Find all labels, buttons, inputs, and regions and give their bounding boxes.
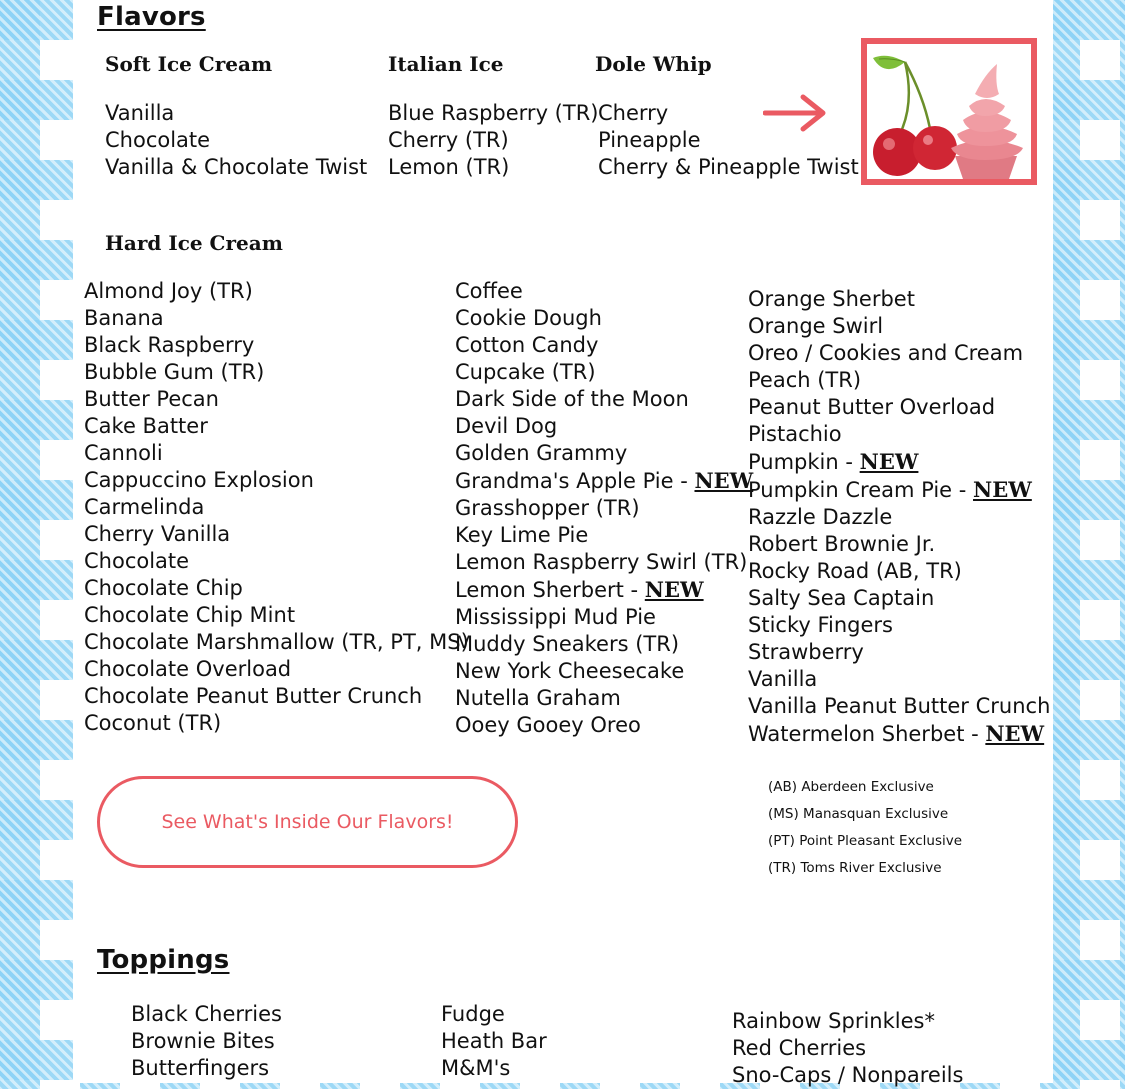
list-item: Banana [84, 306, 164, 330]
list-item: Devil Dog [455, 414, 558, 438]
list-item: Chocolate Marshmallow (TR, PT, MS) [84, 630, 469, 654]
toppings-column-2 [441, 1001, 547, 1082]
hard-ice-cream-heading: Hard Ice Cream [105, 231, 283, 255]
list-item: Mississippi Mud Pie [455, 605, 656, 629]
list-item: Key Lime Pie [455, 523, 589, 547]
new-badge: NEW [985, 721, 1045, 746]
list-item: Vanilla & Chocolate Twist [105, 155, 368, 179]
list-item: Cookie Dough [455, 306, 602, 330]
list-item: Butterfingers [131, 1056, 270, 1080]
list-item [455, 576, 753, 604]
list-item [748, 720, 1050, 748]
soft-ice-cream-list [105, 100, 367, 181]
list-item: Chocolate Peanut Butter Crunch [84, 684, 423, 708]
italian-ice-list [388, 100, 598, 181]
list-item [748, 476, 1050, 504]
list-item: New York Cheesecake [455, 659, 685, 683]
list-item: Pistachio [748, 422, 842, 446]
list-item: Blue Raspberry (TR) [388, 101, 599, 125]
new-badge: NEW [694, 468, 754, 493]
list-item: M&M's [441, 1056, 511, 1080]
list-item: Orange Sherbet [748, 287, 915, 311]
list-item: Cherry [598, 101, 669, 125]
list-item: Peanut Butter Overload [748, 395, 996, 419]
list-item: Lemon (TR) [388, 155, 510, 179]
hard-ice-cream-column-2 [455, 278, 753, 739]
list-item: Sno-Caps / Nonpareils [732, 1063, 964, 1087]
list-item: Chocolate Chip Mint [84, 603, 296, 627]
arrow-right-icon [763, 93, 829, 133]
list-item: Oreo / Cookies and Cream [748, 341, 1024, 365]
see-inside-flavors-button[interactable]: See What's Inside Our Flavors! [97, 776, 518, 868]
legend-item: (PT) Point Pleasant Exclusive [768, 833, 963, 849]
list-item: Chocolate [105, 128, 211, 152]
hard-ice-cream-column-3 [748, 286, 1050, 748]
list-item: Rainbow Sprinkles* [732, 1009, 935, 1033]
toppings-title: Toppings [97, 945, 230, 975]
dole-whip-heading: Dole Whip [595, 52, 712, 76]
list-item: Cappuccino Explosion [84, 468, 314, 492]
list-item: Brownie Bites [131, 1029, 275, 1053]
flavor-name: Pumpkin Cream Pie - [748, 478, 974, 502]
list-item: Cherry Vanilla [84, 522, 231, 546]
cherry-soft-serve-image [861, 38, 1037, 185]
list-item [455, 467, 753, 495]
toppings-column-3 [732, 1008, 963, 1089]
list-item: Grasshopper (TR) [455, 496, 640, 520]
list-item: Strawberry [748, 640, 864, 664]
list-item: Muddy Sneakers (TR) [455, 632, 680, 656]
list-item: Nutella Graham [455, 686, 621, 710]
list-item: Red Cherries [732, 1036, 867, 1060]
location-legend [768, 774, 962, 882]
list-item: Cherry & Pineapple Twist [598, 155, 859, 179]
list-item: Vanilla [748, 667, 818, 691]
list-item: Heath Bar [441, 1029, 547, 1053]
list-item: Ooey Gooey Oreo [455, 713, 641, 737]
list-item: Cherry (TR) [388, 128, 509, 152]
list-item: Vanilla Peanut Butter Crunch [748, 694, 1051, 718]
list-item: Butter Pecan [84, 387, 219, 411]
flavor-name: Lemon Sherbert - [455, 578, 645, 602]
list-item: Carmelinda [84, 495, 205, 519]
list-item: Cake Batter [84, 414, 208, 438]
list-item: Orange Swirl [748, 314, 884, 338]
legend-item: (AB) Aberdeen Exclusive [768, 779, 934, 795]
italian-ice-heading: Italian Ice [388, 52, 504, 76]
list-item: Chocolate Chip [84, 576, 243, 600]
list-item: Coconut (TR) [84, 711, 222, 735]
list-item: Cupcake (TR) [455, 360, 596, 384]
soft-ice-cream-heading: Soft Ice Cream [105, 52, 273, 76]
list-item: Lemon Raspberry Swirl (TR) [455, 550, 748, 574]
list-item: Fudge [441, 1002, 505, 1026]
flavor-name: Pumpkin - [748, 450, 860, 474]
new-badge: NEW [644, 577, 704, 602]
list-item [748, 448, 1050, 476]
list-item: Salty Sea Captain [748, 586, 935, 610]
list-item: Pineapple [598, 128, 701, 152]
legend-item: (TR) Toms River Exclusive [768, 860, 942, 876]
list-item: Black Raspberry [84, 333, 255, 357]
list-item: Sticky Fingers [748, 613, 893, 637]
new-badge: NEW [859, 449, 919, 474]
list-item: Rocky Road (AB, TR) [748, 559, 962, 583]
list-item: Chocolate Overload [84, 657, 292, 681]
new-badge: NEW [973, 477, 1032, 502]
list-item: Bubble Gum (TR) [84, 360, 265, 384]
list-item: Vanilla [105, 101, 175, 125]
list-item: Razzle Dazzle [748, 505, 893, 529]
flavor-name: Grandma's Apple Pie - [455, 469, 695, 493]
list-item: Robert Brownie Jr. [748, 532, 936, 556]
list-item: Cannoli [84, 441, 163, 465]
list-item: Dark Side of the Moon [455, 387, 689, 411]
flavor-name: Watermelon Sherbet - [748, 722, 986, 746]
list-item: Golden Grammy [455, 441, 628, 465]
list-item: Chocolate [84, 549, 190, 573]
list-item: Black Cherries [131, 1002, 282, 1026]
list-item: Cotton Candy [455, 333, 599, 357]
list-item: Almond Joy (TR) [84, 279, 253, 303]
hard-ice-cream-column-1 [84, 278, 469, 737]
toppings-column-1 [131, 1001, 282, 1082]
flavors-title: Flavors [97, 2, 206, 32]
list-item: Peach (TR) [748, 368, 862, 392]
legend-item: (MS) Manasquan Exclusive [768, 806, 949, 822]
list-item: Coffee [455, 279, 523, 303]
